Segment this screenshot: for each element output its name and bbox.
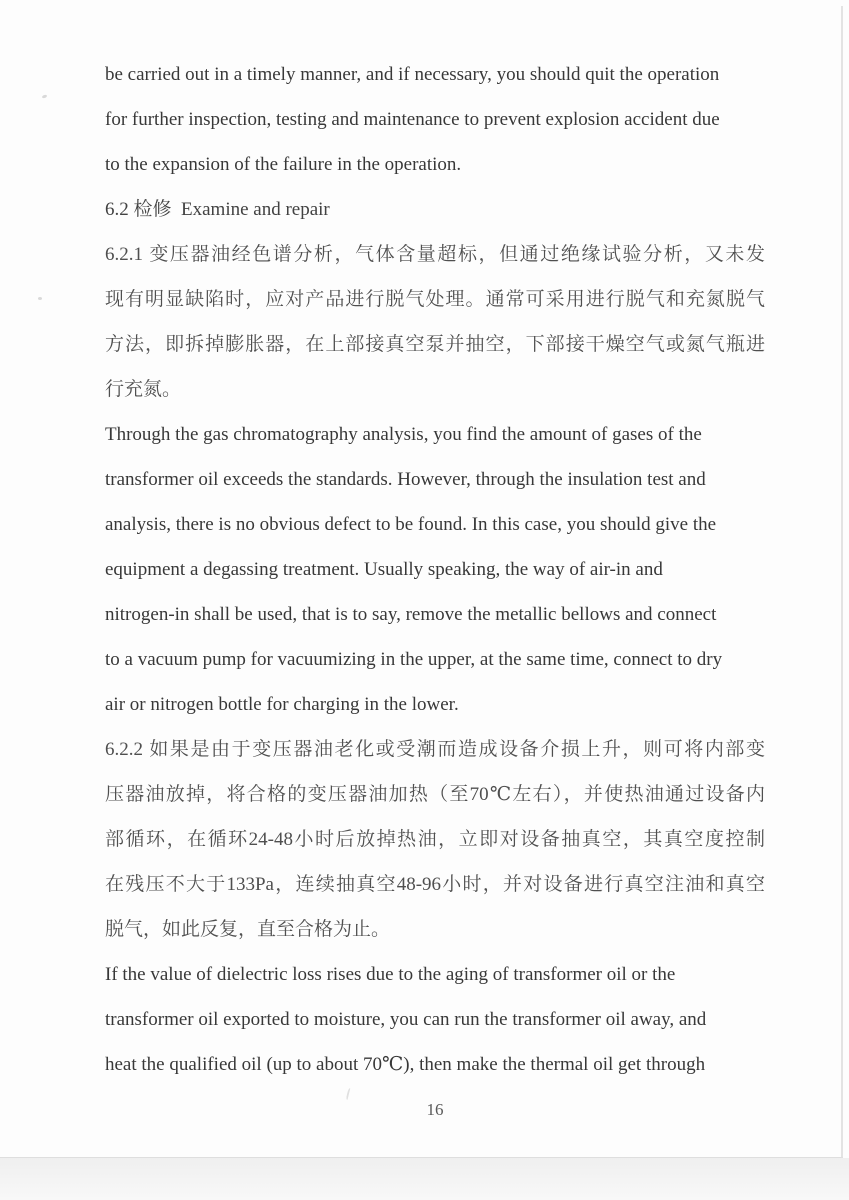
paragraph-6-2-1-english (105, 412, 765, 727)
paragraph-6-2-1-chinese (105, 232, 765, 412)
text-line: equipment a degassing treatment. Usually speaking, the way of air-in and (105, 559, 663, 580)
text-line: 部循环，在循环24-48小时后放掉热油，立即对设备抽真空，其真空度控制 (105, 829, 765, 850)
text-line: nitrogen-in shall be used, that is to say, remove the metallic bellows and connect (105, 604, 717, 625)
text-line: air or nitrogen bottle for charging in the lower. (105, 694, 459, 715)
text-line: 压器油放掉，将合格的变压器油加热（至70℃左右），并使热油通过设备内 (105, 784, 765, 805)
text-block (105, 52, 765, 1132)
page-number: 16 (426, 1100, 444, 1119)
text-line: transformer oil exported to moisture, you can run the transformer oil away, and (105, 1009, 707, 1030)
scan-speck (38, 297, 42, 300)
text-line: for further inspection, testing and maintenance to prevent explosion accident due (105, 109, 720, 130)
text-line: be carried out in a timely manner, and if necessary, you should quit the operation (105, 64, 720, 85)
text-line: Through the gas chromatography analysis, you find the amount of gases of the (105, 424, 702, 445)
paragraph-6-2-2-english (105, 952, 765, 1087)
text-line: to a vacuum pump for vacuumizing in the upper, at the same time, connect to dry (105, 649, 723, 670)
scan-speck (42, 94, 48, 99)
text-line: If the value of dielectric loss rises due to the aging of transformer oil or the (105, 964, 676, 985)
paragraph-continued-english (105, 52, 765, 187)
text-line: 行充氮。 (105, 379, 182, 400)
text-line: 6.2.1 变压器油经色谱分析，气体含量超标，但通过绝缘试验分析，又未发 (105, 244, 765, 265)
text-line: 现有明显缺陷时，应对产品进行脱气处理。通常可采用进行脱气和充氮脱气 (105, 289, 765, 310)
text-line: 方法，即拆掉膨胀器，在上部接真空泵并抽空，下部接干燥空气或氮气瓶进 (105, 334, 765, 355)
paragraph-6-2-2-chinese (105, 727, 765, 952)
text-line: to the expansion of the failure in the operation. (105, 154, 462, 175)
text-line: 6.2.2 如果是由于变压器油老化或受潮而造成设备介损上升，则可将内部变 (105, 739, 765, 760)
scan-shadow-strip (0, 1158, 849, 1200)
scan-page-right-edge (841, 6, 843, 1159)
text-line: transformer oil exceeds the standards. However, through the insulation test and (105, 469, 706, 490)
section-heading-6-2 (105, 187, 765, 232)
heading-line: 6.2 检修 Examine and repair (105, 199, 330, 220)
text-line: analysis, there is no obvious defect to be found. In this case, you should give the (105, 514, 717, 535)
text-line: 在残压不大于133Pa，连续抽真空48-96小时，并对设备进行真空注油和真空 (105, 874, 765, 895)
text-line: heat the qualified oil (up to about 70℃), then make the thermal oil get through (105, 1054, 706, 1075)
text-line: 脱气，如此反复，直至合格为止。 (105, 919, 391, 940)
